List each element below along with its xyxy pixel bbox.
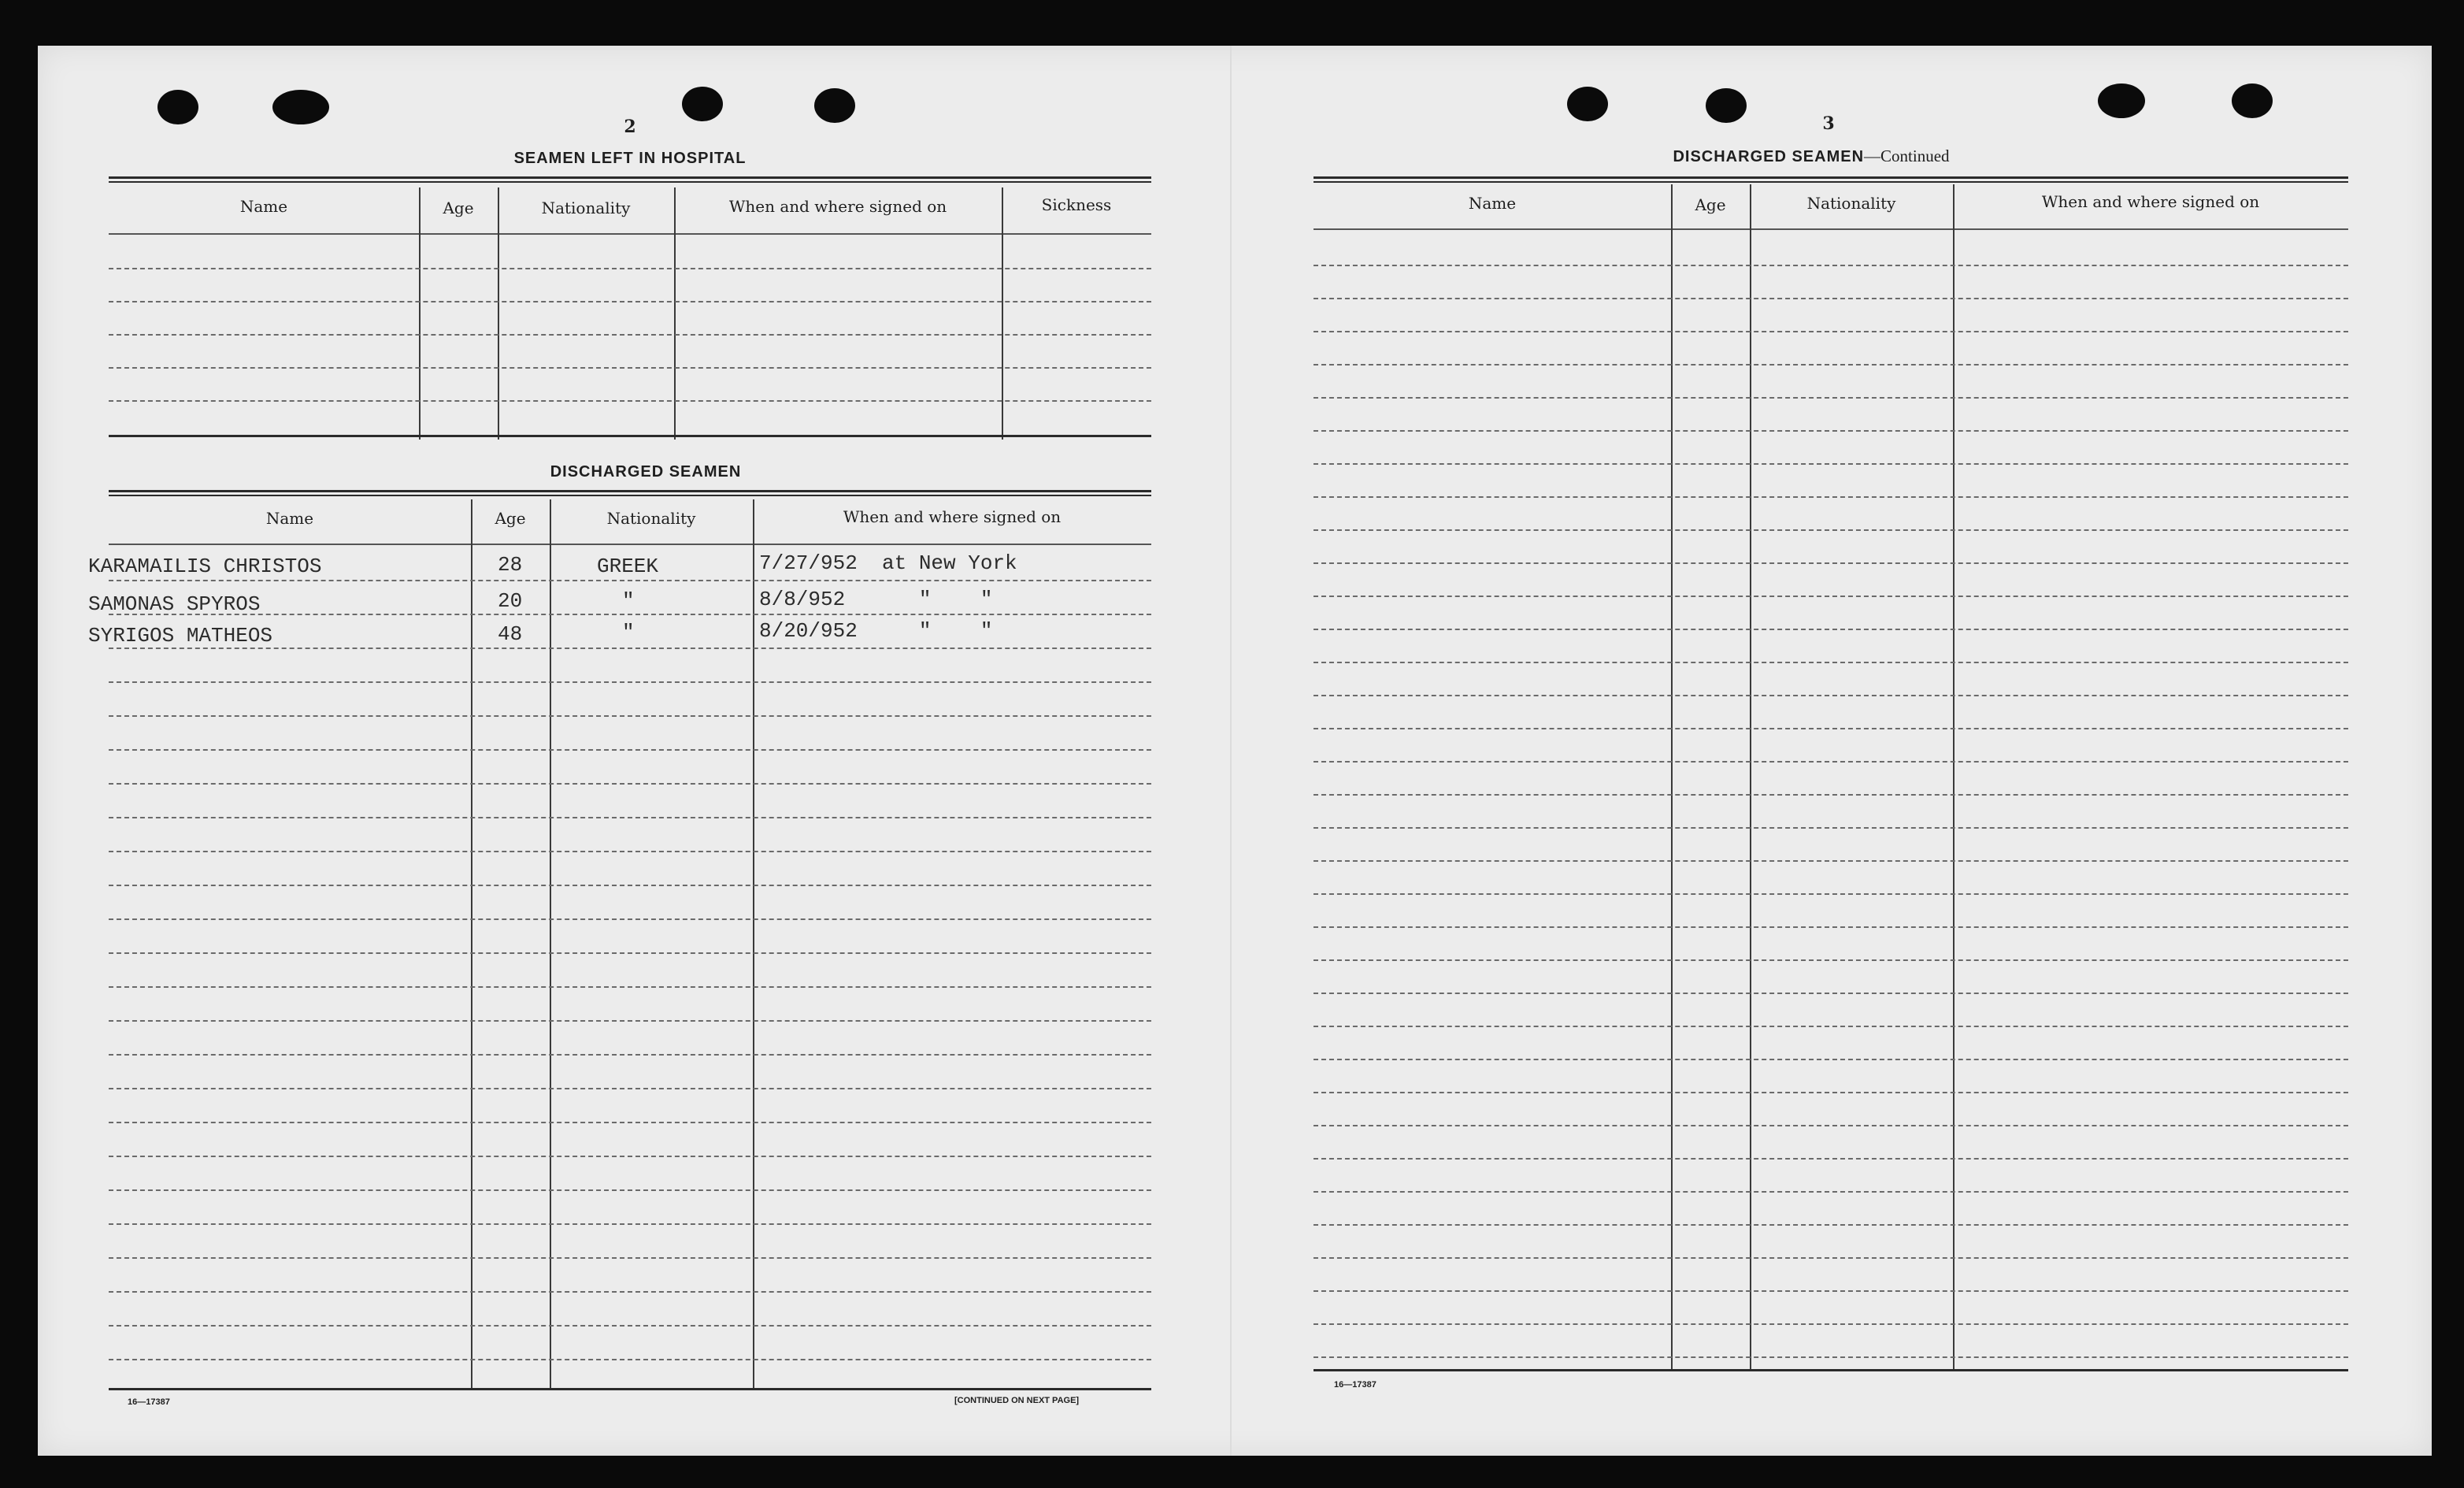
row-rule <box>109 851 1151 852</box>
row-rule <box>109 1088 1151 1089</box>
col-header-age: Age <box>1695 195 1726 214</box>
row-rule <box>1314 397 2348 399</box>
rule <box>109 490 1151 492</box>
row-rule <box>1314 331 2348 332</box>
column-divider <box>674 187 676 440</box>
col-header-name: Name <box>265 509 314 528</box>
row-rule <box>1314 1191 2348 1193</box>
row-rule <box>109 783 1151 785</box>
punch-hole <box>2232 83 2273 118</box>
row-rule <box>109 1257 1151 1259</box>
page-fold <box>1230 46 1232 1456</box>
punch-hole <box>814 88 855 123</box>
row-rule <box>109 367 1151 369</box>
row-rule <box>1314 860 2348 862</box>
col-header-nationality: Nationality <box>1806 194 1896 213</box>
rule <box>109 1388 1151 1390</box>
rule <box>109 176 1151 179</box>
column-divider <box>419 187 421 440</box>
row-rule <box>1314 529 2348 531</box>
punch-hole <box>2098 83 2145 118</box>
row-rule <box>1314 265 2348 266</box>
row-rule <box>1314 662 2348 663</box>
page-number-left: 2 <box>624 117 636 137</box>
row-rule <box>109 918 1151 920</box>
punch-hole <box>1567 87 1608 121</box>
row-rule <box>1314 562 2348 564</box>
col-header-signed-on: When and where signed on <box>843 507 1062 526</box>
row-rule <box>1314 430 2348 432</box>
hospital-section-title: SEAMEN LEFT IN HOSPITAL <box>513 150 747 167</box>
col-header-nationality: Nationality <box>541 199 631 217</box>
row-rule <box>1314 1290 2348 1292</box>
header-rule <box>109 544 1151 545</box>
rule <box>1314 181 2348 183</box>
col-header-nationality: Nationality <box>606 509 696 528</box>
row-rule <box>109 715 1151 717</box>
seaman-age: 48 <box>498 622 523 646</box>
row-rule <box>1314 364 2348 366</box>
column-divider <box>471 499 472 1388</box>
seaman-signed-on: 8/8/952 " " <box>759 588 993 611</box>
rule <box>1314 1369 2348 1371</box>
col-header-sickness: Sickness <box>1041 195 1112 214</box>
title-main: DISCHARGED SEAMEN <box>1673 148 1865 165</box>
row-rule <box>1314 728 2348 729</box>
row-rule <box>1314 1323 2348 1325</box>
page-number-right: 3 <box>1822 113 1835 134</box>
column-divider <box>1002 187 1003 440</box>
row-rule <box>109 681 1151 683</box>
header-rule <box>1314 228 2348 230</box>
col-header-age: Age <box>495 509 526 528</box>
row-rule <box>1314 596 2348 597</box>
row-rule <box>109 1359 1151 1360</box>
form-number-left: 16—17387 <box>128 1397 170 1407</box>
rule <box>109 435 1151 437</box>
row-rule <box>109 580 1151 581</box>
row-rule <box>1314 496 2348 498</box>
col-header-name: Name <box>239 197 288 216</box>
row-rule <box>109 885 1151 886</box>
row-rule <box>1314 1026 2348 1027</box>
hospital-table <box>109 176 1151 441</box>
row-rule <box>1314 794 2348 796</box>
row-rule <box>109 1291 1151 1293</box>
row-rule <box>109 986 1151 988</box>
header-rule <box>109 233 1151 235</box>
row-rule <box>1314 1224 2348 1226</box>
row-rule <box>1314 629 2348 630</box>
column-divider <box>753 499 754 1388</box>
seaman-age: 20 <box>498 589 523 613</box>
seaman-nationality: " <box>622 589 635 613</box>
seaman-name: KARAMAILIS CHRISTOS <box>88 555 322 578</box>
seaman-signed-on: 7/27/952 at New York <box>759 551 1017 575</box>
row-rule <box>1314 1356 2348 1358</box>
continued-note: [CONTINUED ON NEXT PAGE] <box>954 1396 1080 1405</box>
row-rule <box>109 817 1151 818</box>
row-rule <box>1314 463 2348 465</box>
row-rule <box>1314 959 2348 961</box>
col-header-name: Name <box>1468 194 1517 213</box>
row-rule <box>1314 695 2348 696</box>
row-rule <box>1314 926 2348 928</box>
rule <box>1314 176 2348 179</box>
row-rule <box>109 334 1151 336</box>
discharged-continued-title <box>1543 147 2079 166</box>
col-header-signed-on: When and where signed on <box>2041 192 2260 211</box>
column-divider <box>550 499 551 1388</box>
col-header-age: Age <box>443 199 474 217</box>
row-rule <box>1314 298 2348 299</box>
row-rule <box>109 1325 1151 1327</box>
row-rule <box>109 1054 1151 1056</box>
row-rule <box>109 301 1151 302</box>
discharged-section-title: DISCHARGED SEAMEN <box>550 463 742 481</box>
punch-hole <box>1706 88 1747 123</box>
rule <box>109 495 1151 496</box>
row-rule <box>109 952 1151 954</box>
row-rule <box>1314 761 2348 763</box>
seaman-name: SAMONAS SPYROS <box>88 592 261 616</box>
row-rule <box>1314 1059 2348 1060</box>
row-rule <box>1314 1158 2348 1160</box>
row-rule <box>1314 993 2348 994</box>
row-rule <box>109 614 1151 615</box>
seaman-signed-on: 8/20/952 " " <box>759 619 993 643</box>
row-rule <box>109 1156 1151 1157</box>
row-rule <box>1314 1092 2348 1093</box>
form-number-right: 16—17387 <box>1334 1380 1377 1390</box>
rule <box>109 181 1151 183</box>
row-rule <box>109 1122 1151 1123</box>
row-rule <box>109 1020 1151 1022</box>
row-rule <box>109 1223 1151 1225</box>
row-rule <box>109 400 1151 402</box>
row-rule <box>1314 1125 2348 1126</box>
discharged-continued-table <box>1314 176 2348 1374</box>
row-rule <box>109 648 1151 649</box>
title-continued: —Continued <box>1864 147 1950 165</box>
col-header-signed-on: When and where signed on <box>728 197 947 216</box>
seaman-nationality: GREEK <box>597 555 659 578</box>
row-rule <box>1314 1257 2348 1259</box>
seaman-age: 28 <box>498 553 523 577</box>
seaman-nationality: " <box>622 621 635 644</box>
row-rule <box>1314 827 2348 829</box>
punch-hole <box>157 90 198 124</box>
row-rule <box>109 1189 1151 1191</box>
seaman-name: SYRIGOS MATHEOS <box>88 624 273 648</box>
column-divider <box>498 187 499 440</box>
row-rule <box>109 268 1151 269</box>
punch-hole <box>272 90 329 124</box>
punch-hole <box>682 87 723 121</box>
row-rule <box>109 749 1151 751</box>
row-rule <box>1314 893 2348 895</box>
